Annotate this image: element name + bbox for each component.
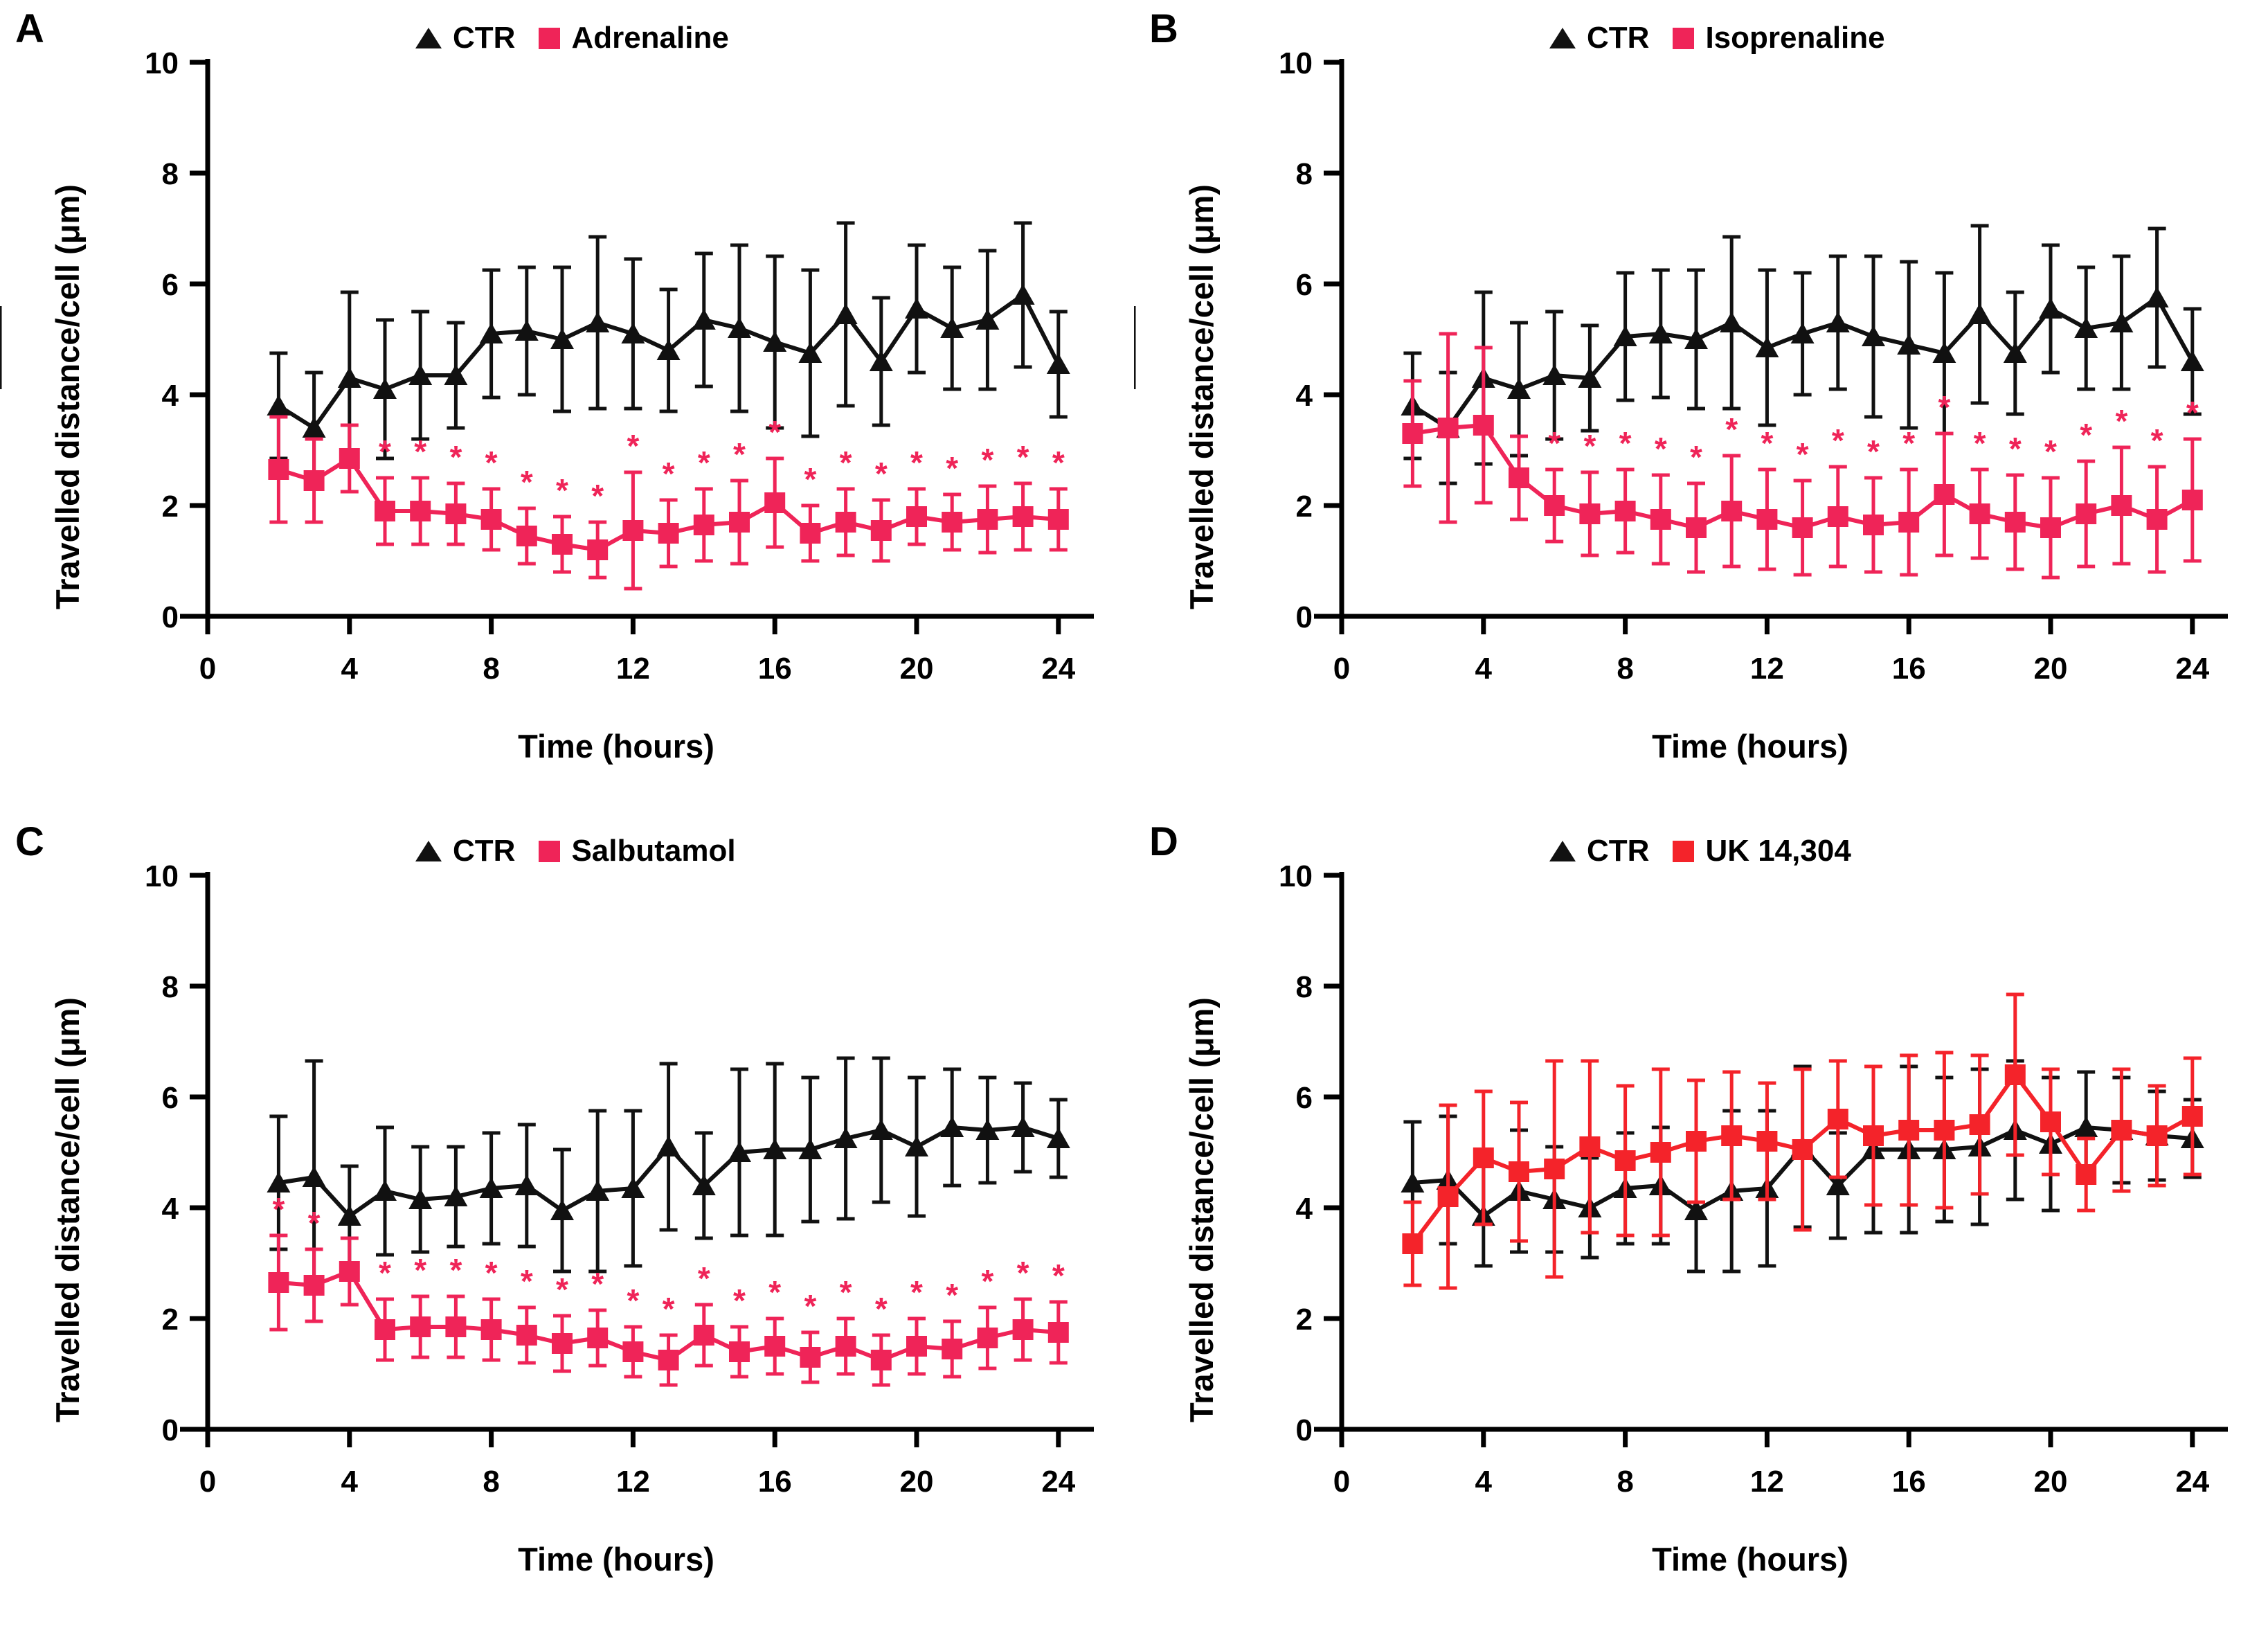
svg-text:2: 2	[161, 490, 179, 524]
svg-text:*: *	[379, 1255, 391, 1291]
svg-text:*: *	[874, 1291, 888, 1327]
svg-text:16: 16	[1891, 1465, 1926, 1499]
svg-text:*: *	[449, 1252, 462, 1288]
svg-text:*: *	[981, 1263, 994, 1299]
svg-text:*: *	[2150, 422, 2163, 458]
svg-text:24: 24	[2175, 1465, 2210, 1499]
svg-text:*: *	[307, 1205, 321, 1241]
svg-text:4: 4	[1295, 379, 1313, 413]
svg-text:6: 6	[1295, 1081, 1313, 1115]
svg-text:*: *	[2008, 431, 2022, 467]
svg-text:*: *	[1052, 445, 1065, 481]
x-axis-label-c: Time (hours)	[518, 1541, 714, 1578]
y-axis-label-d: Travelled distance/cell (μm)	[1183, 997, 1220, 1422]
svg-text:4: 4	[341, 652, 359, 686]
svg-text:*: *	[591, 478, 604, 514]
svg-text:4: 4	[1475, 1465, 1493, 1499]
svg-text:*: *	[520, 464, 533, 500]
legend-label-treatment: Salbutamol	[571, 834, 736, 868]
svg-text:*: *	[1016, 1255, 1029, 1291]
svg-text:*: *	[2044, 434, 2057, 470]
svg-text:*: *	[910, 445, 923, 481]
svg-text:2: 2	[1295, 490, 1313, 524]
svg-text:10: 10	[1279, 46, 1313, 80]
svg-text:8: 8	[483, 1465, 500, 1499]
svg-text:*: *	[1796, 436, 1809, 472]
svg-text:*: *	[520, 1263, 533, 1299]
svg-text:24: 24	[1041, 652, 1076, 686]
svg-text:*: *	[1831, 422, 1844, 458]
svg-text:*: *	[556, 1271, 568, 1307]
svg-text:12: 12	[615, 1465, 650, 1499]
svg-text:*: *	[839, 1274, 852, 1310]
svg-text:6: 6	[1295, 268, 1313, 302]
svg-text:*: *	[1654, 431, 1667, 467]
svg-text:0: 0	[1333, 1465, 1351, 1499]
svg-text:*: *	[591, 1266, 604, 1302]
svg-text:6: 6	[161, 268, 179, 302]
legend-label-ctr: CTR	[1587, 21, 1650, 55]
svg-text:*: *	[1938, 389, 1951, 425]
svg-text:*: *	[662, 1291, 675, 1327]
svg-text:4: 4	[161, 379, 179, 413]
svg-text:*: *	[910, 1274, 923, 1310]
svg-text:0: 0	[199, 652, 217, 686]
svg-text:4: 4	[341, 1465, 359, 1499]
legend-label-treatment: Adrenaline	[571, 21, 729, 55]
x-axis-label-a: Time (hours)	[518, 728, 714, 765]
svg-text:*: *	[804, 1288, 817, 1324]
svg-text:8: 8	[1617, 652, 1634, 686]
svg-text:*: *	[1016, 439, 1029, 475]
svg-text:*: *	[874, 456, 888, 492]
svg-text:12: 12	[1749, 652, 1784, 686]
svg-text:20: 20	[899, 652, 934, 686]
svg-text:*: *	[379, 434, 391, 470]
svg-text:*: *	[2186, 395, 2199, 431]
svg-text:*: *	[839, 445, 852, 481]
svg-text:*: *	[1583, 428, 1596, 464]
svg-text:*: *	[1761, 425, 1774, 461]
svg-text:*: *	[662, 456, 675, 492]
plot-area-d	[1134, 813, 2268, 1626]
svg-text:*: *	[768, 414, 782, 450]
svg-text:*: *	[1867, 434, 1880, 470]
legend-label-treatment: Isoprenaline	[1705, 21, 1885, 55]
svg-text:24: 24	[2175, 652, 2210, 686]
svg-text:*: *	[733, 436, 746, 472]
svg-text:*: *	[1619, 425, 1632, 461]
plot-area-b	[1134, 0, 2268, 813]
svg-text:20: 20	[2033, 1465, 2068, 1499]
svg-text:10: 10	[1279, 859, 1313, 893]
svg-text:8: 8	[1295, 970, 1313, 1004]
svg-text:8: 8	[161, 970, 179, 1004]
svg-text:0: 0	[1333, 652, 1351, 686]
svg-text:6: 6	[161, 1081, 179, 1115]
svg-text:0: 0	[161, 1413, 179, 1447]
svg-text:2: 2	[161, 1303, 179, 1337]
svg-text:8: 8	[1617, 1465, 1634, 1499]
svg-text:*: *	[485, 1255, 498, 1291]
svg-text:*: *	[1052, 1258, 1065, 1294]
svg-text:*: *	[627, 1283, 640, 1319]
panel-b	[1134, 0, 2268, 813]
svg-text:*: *	[627, 428, 640, 464]
svg-text:*: *	[946, 450, 959, 486]
svg-text:20: 20	[2033, 652, 2068, 686]
svg-text:0: 0	[1295, 1413, 1313, 1447]
svg-text:4: 4	[1295, 1192, 1313, 1226]
svg-text:*: *	[946, 1277, 959, 1313]
svg-text:*: *	[449, 439, 462, 475]
svg-text:16: 16	[1891, 652, 1926, 686]
x-axis-label-b: Time (hours)	[1652, 728, 1848, 765]
y-axis-label-a: Travelled distance/cell (μm)	[49, 184, 86, 609]
svg-text:4: 4	[1475, 652, 1493, 686]
plot-area-a	[0, 0, 1134, 813]
svg-text:*: *	[1725, 411, 1738, 447]
svg-text:24: 24	[1041, 1465, 1076, 1499]
legend-label-ctr: CTR	[453, 21, 516, 55]
svg-text:8: 8	[483, 652, 500, 686]
svg-text:*: *	[1902, 425, 1916, 461]
panel-letter-c: C	[15, 819, 44, 864]
svg-text:*: *	[414, 1252, 427, 1288]
panel-letter-b: B	[1149, 6, 1178, 51]
svg-text:*: *	[1548, 425, 1561, 461]
svg-text:*: *	[697, 445, 710, 481]
svg-text:*: *	[768, 1274, 782, 1310]
svg-text:20: 20	[899, 1465, 934, 1499]
x-axis-label-d: Time (hours)	[1652, 1541, 1848, 1578]
legend-label-ctr: CTR	[453, 834, 516, 868]
svg-text:0: 0	[161, 600, 179, 634]
y-axis-label-b: Travelled distance/cell (μm)	[1183, 184, 1220, 609]
svg-text:0: 0	[199, 1465, 217, 1499]
svg-text:2: 2	[1295, 1303, 1313, 1337]
svg-text:*: *	[981, 442, 994, 478]
svg-text:*: *	[556, 472, 568, 508]
panel-c	[0, 813, 1134, 1626]
panel-letter-a: A	[15, 6, 44, 51]
svg-text:*: *	[485, 445, 498, 481]
legend-label-treatment: UK 14,304	[1705, 834, 1851, 868]
svg-text:*: *	[2115, 403, 2128, 439]
svg-text:8: 8	[1295, 157, 1313, 191]
panel-d	[1134, 813, 2268, 1626]
svg-text:10: 10	[145, 46, 179, 80]
svg-text:*: *	[2080, 417, 2093, 453]
svg-text:4: 4	[161, 1192, 179, 1226]
svg-text:16: 16	[757, 1465, 792, 1499]
svg-text:12: 12	[1749, 1465, 1784, 1499]
svg-text:12: 12	[615, 652, 650, 686]
svg-text:*: *	[272, 1191, 285, 1227]
svg-text:10: 10	[145, 859, 179, 893]
y-axis-label-c: Travelled distance/cell (μm)	[49, 997, 86, 1422]
plot-area-c	[0, 813, 1134, 1626]
panel-letter-d: D	[1149, 819, 1178, 864]
svg-text:8: 8	[161, 157, 179, 191]
panel-a	[0, 0, 1134, 813]
legend-label-ctr: CTR	[1587, 834, 1650, 868]
svg-text:*: *	[733, 1283, 746, 1319]
svg-text:*: *	[804, 461, 817, 497]
svg-text:0: 0	[1295, 600, 1313, 634]
svg-text:16: 16	[757, 652, 792, 686]
svg-text:*: *	[697, 1260, 710, 1296]
svg-text:*: *	[414, 434, 427, 470]
svg-text:*: *	[1690, 439, 1702, 475]
svg-text:*: *	[1973, 425, 1986, 461]
